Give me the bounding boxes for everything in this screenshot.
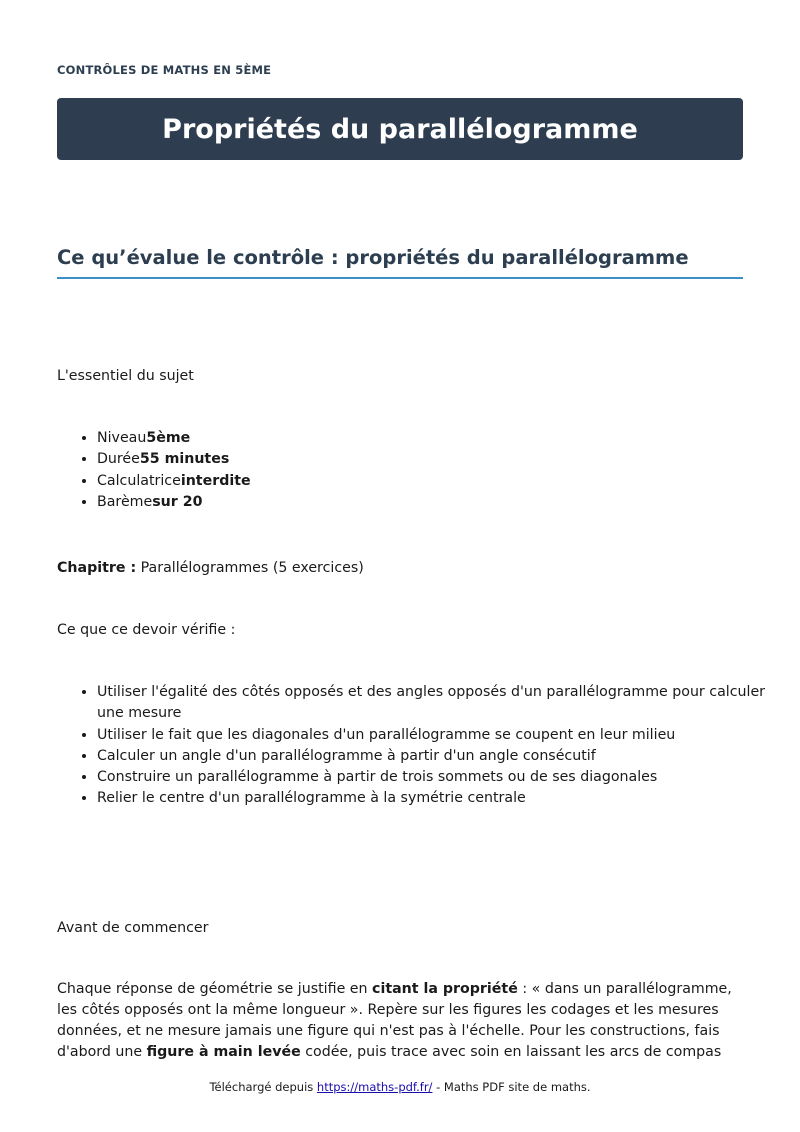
- chapter-line: [57, 558, 364, 579]
- fact-label: Calculatrice: [97, 472, 181, 489]
- list-item: • Construire un parallélogramme à partir de trois sommets ou de ses diagonales: [97, 767, 783, 788]
- fact-label: Barème: [97, 493, 153, 510]
- fact-label: Durée: [97, 451, 140, 468]
- list-item: • Relier le centre d'un parallélogramme à la symétrie centrale: [97, 788, 783, 809]
- list-item: [97, 428, 251, 449]
- objectives-list: [57, 682, 783, 810]
- series-kicker: CONTRÔLES DE MATHS EN 5ÈME: [57, 63, 272, 77]
- bold-run: figure à main levée: [146, 1044, 301, 1060]
- fact-value: 5ème: [146, 430, 191, 446]
- verify-intro: Ce que ce devoir vérifie :: [57, 622, 236, 638]
- page-title: Propriétés du parallélogramme: [162, 113, 638, 145]
- bold-run: citant la propriété: [372, 981, 518, 997]
- title-banner: [57, 98, 743, 160]
- text-run: Chaque réponse de géométrie se justifie en: [57, 981, 373, 997]
- page-footer: [0, 1080, 800, 1094]
- facts-list: [57, 428, 251, 513]
- intro-text: L'essentiel du sujet: [57, 368, 194, 384]
- text-run: codée, puis trace avec soin en laissant les arcs de compas: [300, 1044, 722, 1060]
- fact-value: 55 minutes: [139, 451, 230, 468]
- list-item: [97, 492, 251, 513]
- list-item: [97, 449, 251, 470]
- fact-value: interdite: [180, 472, 251, 489]
- footer-suffix: - Maths PDF site de maths.: [432, 1080, 591, 1094]
- list-item: [97, 471, 251, 492]
- list-item: • Calculer un angle d'un parallélogramme à partir d'un angle consécutif: [97, 746, 783, 767]
- before-paragraph: [57, 979, 743, 1063]
- list-item: • Utiliser l'égalité des côtés opposés et des angles opposés d'un parallélogramme pour calculer une mesure: [97, 682, 783, 725]
- footer-prefix: Téléchargé depuis: [209, 1080, 317, 1094]
- section-title: Ce qu’évalue le contrôle : propriétés du parallélogramme: [57, 246, 743, 279]
- fact-value: sur 20: [152, 493, 203, 510]
- list-item: • Utiliser le fait que les diagonales d'un parallélogramme se coupent en leur milieu: [97, 725, 783, 746]
- chapter-value: Parallélogrammes (5 exercices): [140, 560, 364, 576]
- before-title: Avant de commencer: [57, 920, 209, 936]
- footer-link[interactable]: https://maths-pdf.fr/: [316, 1080, 433, 1094]
- chapter-label: Chapitre :: [57, 560, 137, 576]
- fact-label: Niveau: [97, 430, 147, 446]
- text-run: : « dans un parallélogramme, les côtés opposés ont la même longueur ». Repère sur les figures les codages et les mesures données, et ne mesure jamais une figure qui n'est pas à l'échelle. Pour les constructions, fais d'abord une: [57, 981, 732, 1060]
